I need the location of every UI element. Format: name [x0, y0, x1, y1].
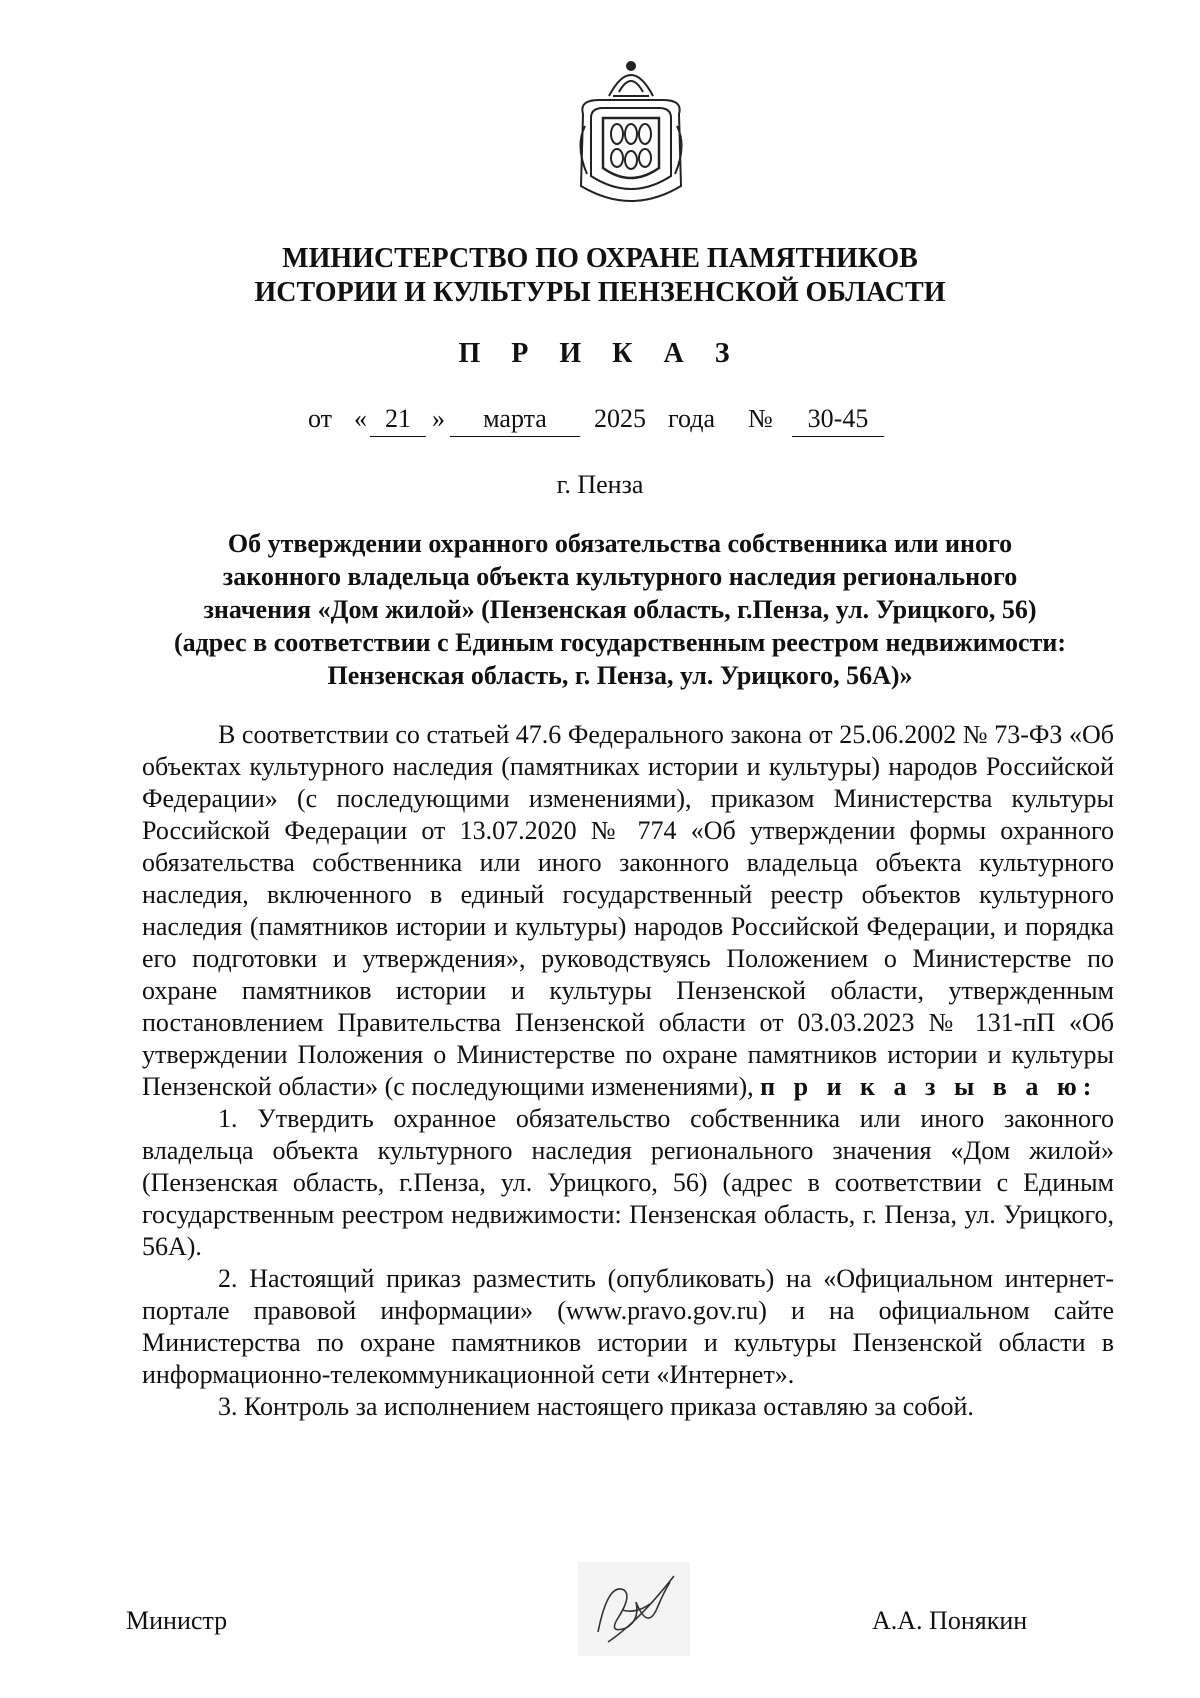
- heading-line-1: Об утверждении охранного обязательства собственника или иного: [227, 529, 1013, 558]
- order-date-line: [0, 404, 1200, 440]
- date-prefix: от: [308, 404, 333, 433]
- signature-block: [0, 1598, 1200, 1638]
- heading-line-3: значения «Дом жилой» (Пензенская область, г.Пенза, ул. Урицкого, 56): [203, 595, 1037, 624]
- date-year: 2025: [594, 404, 646, 433]
- decree-word: п р и к а з ы в а ю:: [760, 1072, 1098, 1101]
- ministry-name-line-2: ИСТОРИИ И КУЛЬТУРЫ ПЕНЗЕНСКОЙ ОБЛАСТИ: [254, 277, 946, 308]
- preamble-paragraph: [142, 719, 1114, 1103]
- order-body: [142, 719, 1114, 1423]
- order-heading: [130, 527, 1110, 692]
- date-day: 21: [370, 404, 426, 437]
- ministry-name-line-1: МИНИСТЕРСТВО ПО ОХРАНЕ ПАМЯТНИКОВ: [282, 243, 918, 274]
- heading-line-5: Пензенская область, г. Пенза, ул. Урицкого, 56А)»: [327, 661, 913, 690]
- heading-line-4: (адрес в соответствии с Единым государственным реестром недвижимости:: [173, 628, 1067, 657]
- coat-of-arms-icon: [569, 56, 693, 210]
- date-month: марта: [450, 404, 580, 437]
- city: г. Пенза: [556, 470, 644, 499]
- date-close-quote: »: [432, 404, 445, 433]
- date-open-quote: «: [354, 404, 367, 433]
- ministry-name: [0, 242, 1200, 310]
- date-year-word: года: [668, 404, 716, 433]
- heading-line-2: законного владельца объекта культурного наследия регионального: [222, 562, 1018, 591]
- number-sign: №: [748, 404, 773, 433]
- signatory-name: А.А. Понякин: [872, 1606, 1028, 1635]
- signatory-position: Министр: [126, 1606, 228, 1635]
- order-number: 30-45: [792, 404, 884, 437]
- preamble-text: В соответствии со статьей 47.6 Федерального закона от 25.06.2002 № 73-ФЗ «Об объектах культурного наследия (памятниках истории и культуры) народов Российской Федерации» (с последующими изменениями), приказом Министерства культуры Российской Федерации от 13.07.2020 № 774 «Об утверждении формы охранного обязательства собственника или иного законного владельца объекта культурного наследия, включенного в единый государственный реестр объектов культурного наследия (памятников истории и культуры) народов Российской Федерации, и порядка его подготовки и утверждения», руководствуясь Положением о Министерстве по охране памятников истории и культуры Пензенской области, утвержденным постановлением Правительства Пензенской области от 03.03.2023 № 131-пП «Об утверждении Положения о Министерстве по охране памятников истории и культуры Пензенской области» (с последующими изменениями),: [142, 720, 1114, 1101]
- order-title: П Р И К А З: [458, 338, 742, 369]
- item-2: 2. Настоящий приказ разместить (опубликовать) на «Официальном интернет-портале правовой информации» (www.pravo.gov.ru) и на официальном сайте Министерства по охране памятников истории и культуры Пензенской области в информационно-телекоммуникационной сети «Интернет».: [142, 1264, 1114, 1389]
- item-1: 1. Утвердить охранное обязательство собственника или иного законного владельца объекта культурного наследия регионального значения «Дом жилой» (Пензенская область, г.Пенза, ул. Урицкого, 56) (адрес в соответствии с Единым государственным реестром недвижимости: Пензенская область, г. Пенза, ул. Урицкого, 56А).: [142, 1104, 1114, 1261]
- item-3: 3. Контроль за исполнением настоящего приказа оставляю за собой.: [218, 1392, 974, 1421]
